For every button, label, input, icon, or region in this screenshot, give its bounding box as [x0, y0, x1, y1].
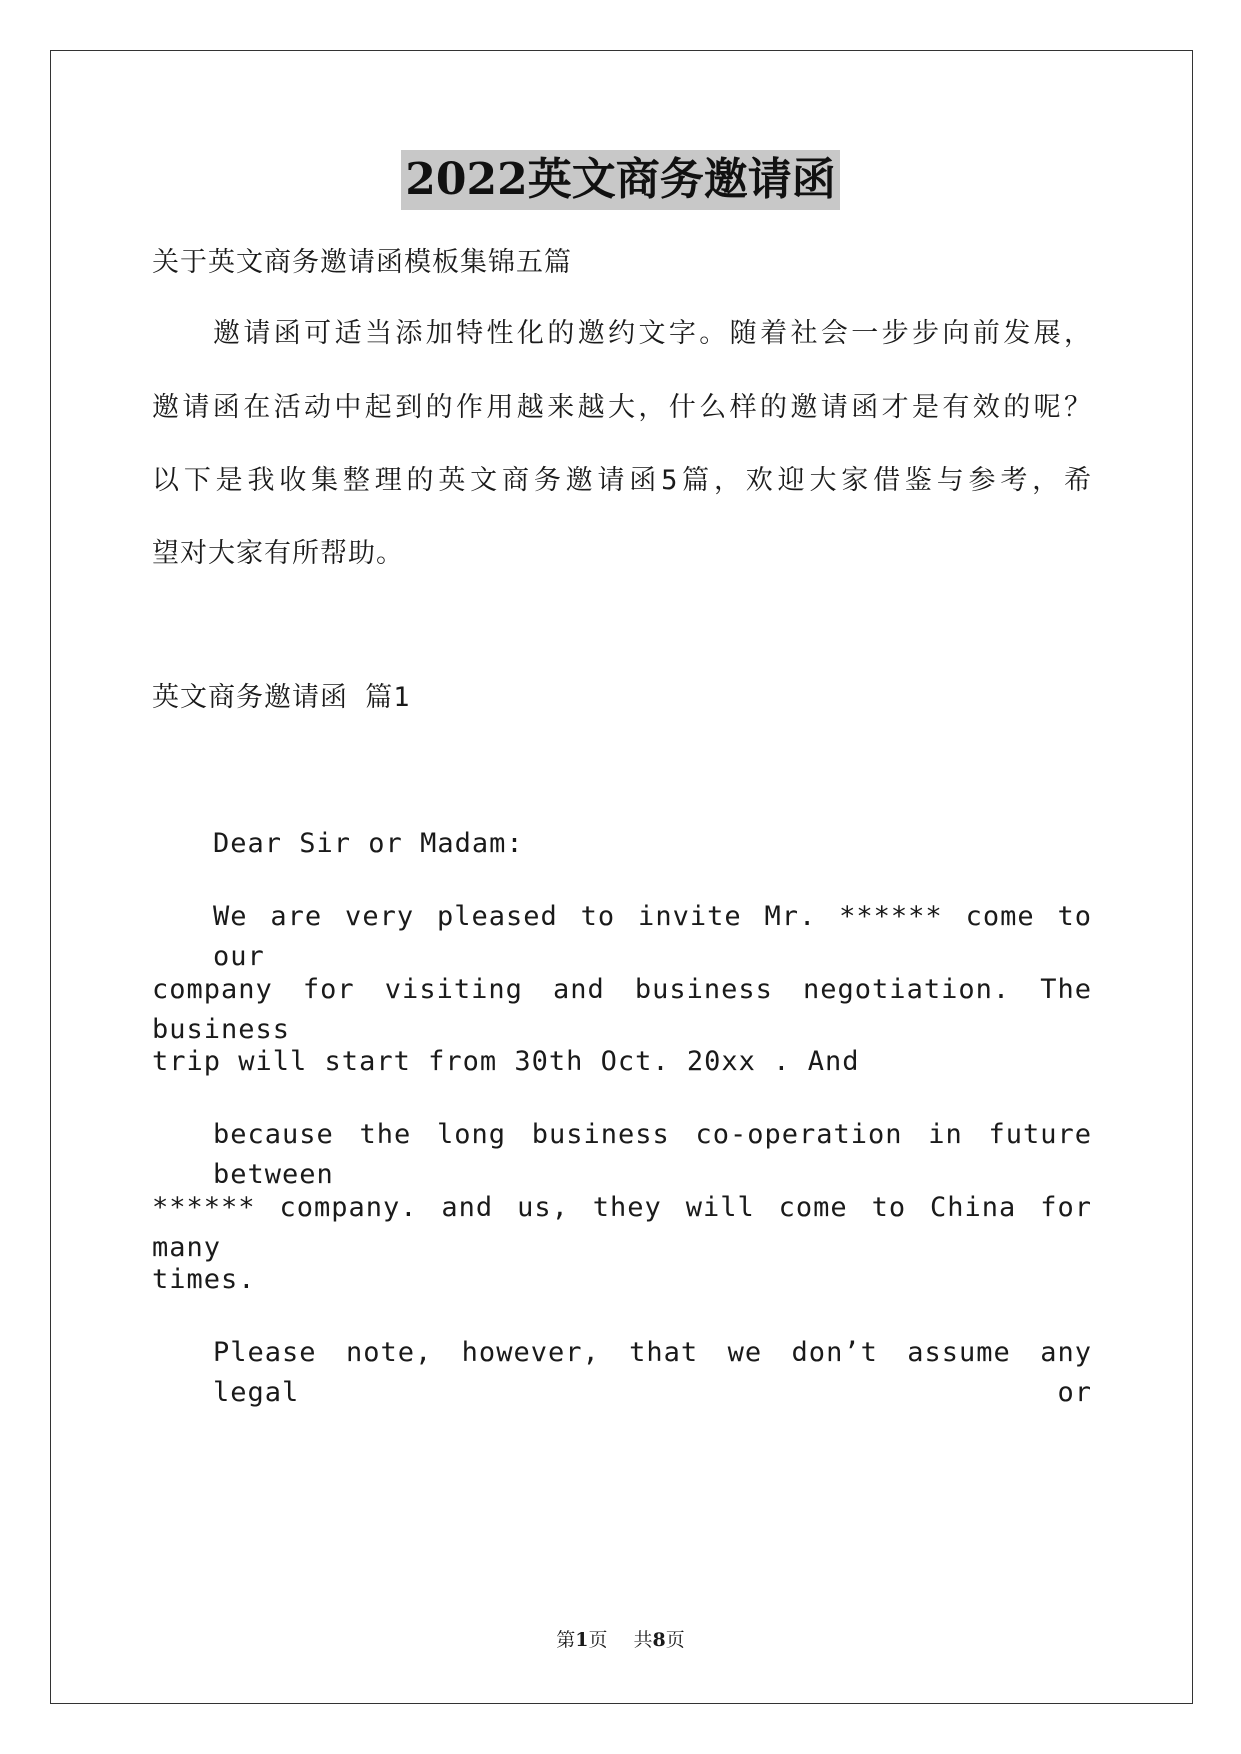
- section-heading: 英文商务邀请函 篇1: [152, 682, 411, 713]
- document-subtitle: 关于英文商务邀请函模板集锦五篇: [152, 247, 572, 278]
- footer-total-prefix: 共: [633, 1629, 653, 1651]
- title-container: [0, 150, 1241, 210]
- document-title: 2022英文商务邀请函: [401, 150, 839, 210]
- letter-line-4: trip will start from 30th Oct. 20xx . And: [152, 1046, 860, 1077]
- letter-line-7: times.: [152, 1264, 256, 1295]
- footer-total-pages: 8: [652, 1629, 666, 1651]
- page-border: [50, 50, 1193, 1704]
- intro-line-2: 邀请函在活动中起到的作用越来越大，什么样的邀请函才是有效的呢？: [152, 392, 1092, 423]
- letter-line-5: because the long business co-operation in future between: [213, 1119, 1092, 1190]
- letter-line-6: ****** company. and us, they will come to China for many: [152, 1192, 1092, 1263]
- intro-line-3: 以下是我收集整理的英文商务邀请函5篇，欢迎大家借鉴与参考，希: [152, 465, 1092, 496]
- footer-page-prefix: 第: [556, 1629, 576, 1651]
- page-footer: [0, 1627, 1241, 1653]
- footer-page-suffix: 页: [588, 1629, 608, 1651]
- letter-line-8: Please note, however, that we don’t assume any legal or: [213, 1337, 1092, 1408]
- footer-total-suffix: 页: [665, 1629, 685, 1651]
- letter-line-3: company for visiting and business negotiation. The business: [152, 974, 1092, 1045]
- footer-page-number: 1: [575, 1629, 589, 1651]
- letter-line-2: We are very pleased to invite Mr. ****** come to our: [213, 901, 1092, 972]
- letter-salutation: Dear Sir or Madam:: [213, 828, 524, 859]
- intro-line-1: 邀请函可适当添加特性化的邀约文字。随着社会一步步向前发展，: [213, 318, 1092, 349]
- intro-line-4: 望对大家有所帮助。: [152, 538, 404, 569]
